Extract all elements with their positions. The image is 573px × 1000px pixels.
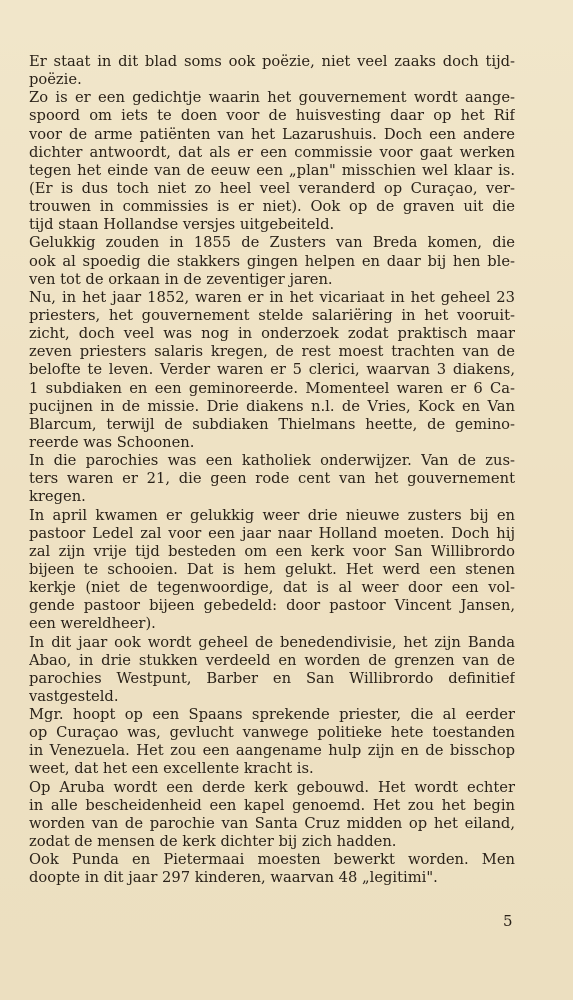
- text-line: Abao, in drie stukken verdeeld en worden de grenzen van de: [29, 651, 515, 669]
- text-line: in Venezuela. Het zou een aangename hulp zijn en de bisschop: [29, 742, 515, 760]
- text-line: pastoor Ledel zal voor een jaar naar Holland moeten. Doch hij: [29, 524, 515, 542]
- text-line: trouwen in commissies is er niet). Ook op de graven uit die: [29, 198, 515, 216]
- text-line: Zo is er een gedichtje waarin het gouvernement wordt aange-: [29, 89, 515, 107]
- text-line: in alle bescheidenheid een kapel genoemd. Het zou het begin: [29, 796, 515, 814]
- text-line: voor de arme patiënten van het Lazarushuis. Doch een andere: [29, 125, 515, 143]
- text-line: poëzie.: [29, 71, 82, 89]
- text-line: kregen.: [29, 488, 86, 506]
- text-line: zeven priesters salaris kregen, de rest moest trachten van de: [29, 343, 515, 361]
- text-line: ook al spoedig die stakkers gingen helpen en daar bij hen ble-: [29, 252, 515, 270]
- text-line: Op Aruba wordt een derde kerk gebouwd. Het wordt echter: [29, 778, 515, 796]
- text-line: zal zijn vrije tijd besteden om een kerk voor San Willibrordo: [29, 542, 515, 560]
- text-line: Blarcum, terwijl de subdiaken Thielmans heette, de gemino-: [29, 415, 515, 433]
- body-text: [29, 53, 515, 887]
- text-line: tegen het einde van de eeuw een „plan" misschien wel klaar is.: [29, 161, 515, 179]
- text-line: 1 subdiaken en een geminoreerde. Momenteel waren er 6 Ca-: [29, 379, 515, 397]
- text-line: dichter antwoordt, dat als er een commissie voor gaat werken: [29, 143, 515, 161]
- text-line: In die parochies was een katholiek onderwijzer. Van de zus-: [29, 452, 515, 470]
- text-line: worden van de parochie van Santa Cruz midden op het eiland,: [29, 814, 515, 832]
- text-line: zodat de mensen de kerk dichter bij zich hadden.: [29, 833, 397, 851]
- text-line: kerkje (niet de tegenwoordige, dat is al weer door een vol-: [29, 579, 515, 597]
- text-line: op Curaçao was, gevlucht vanwege politieke hete toestanden: [29, 724, 515, 742]
- text-line: (Er is dus toch niet zo heel veel veranderd op Curaçao, ver-: [29, 179, 515, 197]
- text-line: In dit jaar ook wordt geheel de benedendivisie, het zijn Banda: [29, 633, 515, 651]
- text-line: reerde was Schoonen.: [29, 433, 195, 451]
- text-line: belofte te leven. Verder waren er 5 clerici, waarvan 3 diakens,: [29, 361, 515, 379]
- text-line: ven tot de orkaan in de zeventiger jaren.: [29, 270, 333, 288]
- text-line: Nu, in het jaar 1852, waren er in het vicariaat in het geheel 23: [29, 288, 515, 306]
- text-line: ters waren er 21, die geen rode cent van het gouvernement: [29, 470, 515, 488]
- text-line: tijd staan Hollandse versjes uitgebeiteld.: [29, 216, 335, 234]
- text-line: bijeen te schooien. Dat is hem gelukt. Het werd een stenen: [29, 560, 515, 578]
- text-line: doopte in dit jaar 297 kinderen, waarvan 48 „legitimi".: [29, 869, 438, 887]
- text-line: gende pastoor bijeen gebedeld: door pastoor Vincent Jansen,: [29, 597, 515, 615]
- text-line: vastgesteld.: [29, 687, 119, 705]
- text-line: pucijnen in de missie. Drie diakens n.l. de Vries, Kock en Van: [29, 397, 515, 415]
- text-line: Er staat in dit blad soms ook poëzie, niet veel zaaks doch tijd-: [29, 53, 515, 70]
- text-line: Mgr. hoopt op een Spaans sprekende priester, die al eerder: [29, 706, 515, 724]
- text-line: parochies Westpunt, Barber en San Willibrordo definitief: [29, 669, 515, 687]
- text-line: priesters, het gouvernement stelde salariëring in het vooruit-: [29, 306, 515, 324]
- text-line: Ook Punda en Pietermaai moesten bewerkt worden. Men: [29, 851, 515, 869]
- page-number: 5: [503, 912, 513, 930]
- text-line: zicht, doch veel was nog in onderzoek zodat praktisch maar: [29, 325, 515, 343]
- text-line: In april kwamen er gelukkig weer drie nieuwe zusters bij en: [29, 506, 515, 524]
- text-line: spoord om iets te doen voor de huisvesting daar op het Rif: [29, 107, 515, 125]
- text-line: Gelukkig zouden in 1855 de Zusters van Breda komen, die: [29, 234, 515, 252]
- text-line: weet, dat het een excellente kracht is.: [29, 760, 314, 778]
- text-line: een wereldheer).: [29, 615, 156, 633]
